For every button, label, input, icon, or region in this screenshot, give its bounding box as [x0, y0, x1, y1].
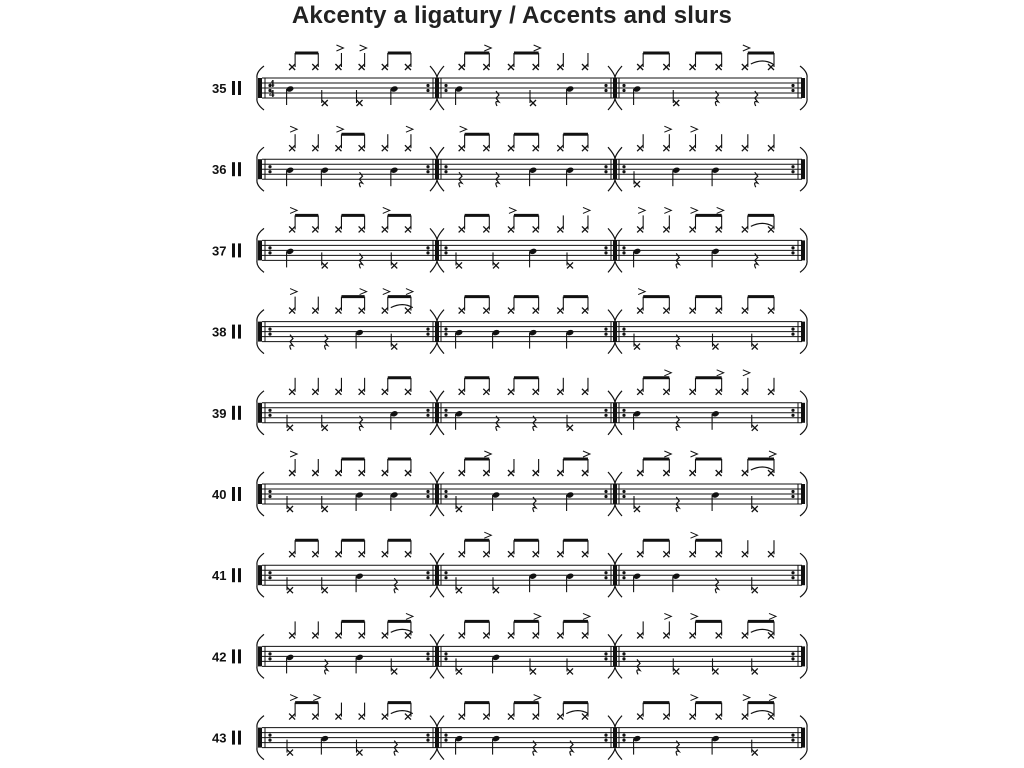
exercise-number: 36 — [212, 162, 227, 178]
percussion-clef-icon — [232, 243, 235, 257]
accent-mark — [360, 289, 367, 295]
exercise-line — [212, 45, 807, 110]
repeat-dot — [791, 495, 794, 498]
accent-mark — [383, 289, 390, 295]
accent-mark — [406, 289, 413, 295]
accent-mark — [290, 695, 297, 701]
repeat-dot — [604, 246, 607, 249]
repeat-dot — [426, 409, 429, 412]
accent-mark — [360, 45, 367, 51]
repeat-dot — [444, 333, 447, 336]
accent-mark — [769, 451, 776, 457]
repeat-bracket-icon — [430, 634, 444, 646]
repeat-dot — [268, 414, 271, 417]
percussion-clef-icon — [238, 649, 241, 663]
repeat-dot — [426, 657, 429, 660]
repeat-dot — [622, 409, 625, 412]
repeat-dot — [604, 165, 607, 168]
repeat-dot — [604, 414, 607, 417]
repeat-dot — [791, 84, 794, 87]
repeat-dot — [268, 490, 271, 493]
repeat-dot — [426, 89, 429, 92]
repeat-dot — [622, 571, 625, 574]
accent-mark — [484, 45, 491, 51]
slur-mark — [566, 711, 588, 714]
repeat-dot — [791, 165, 794, 168]
exercise-number: 38 — [212, 324, 227, 340]
percussion-clef-icon — [238, 162, 241, 176]
exercise-line — [212, 451, 807, 516]
accent-mark — [664, 613, 671, 619]
accent-mark — [769, 695, 776, 701]
repeat-dot — [622, 170, 625, 173]
repeat-bracket-icon — [608, 585, 622, 597]
repeat-bracket-icon — [430, 342, 444, 354]
repeat-dot — [622, 652, 625, 655]
exercise-line — [212, 695, 807, 760]
repeat-bracket-icon — [608, 391, 622, 403]
repeat-bracket-icon — [430, 98, 444, 110]
accent-mark — [769, 613, 776, 619]
repeat-dot — [268, 328, 271, 331]
repeat-dot — [426, 571, 429, 574]
repeat-bracket-icon — [608, 553, 622, 565]
exercise-line — [212, 207, 807, 272]
accent-mark — [290, 289, 297, 295]
slur-mark — [751, 61, 773, 64]
accent-mark — [534, 45, 541, 51]
slur-mark — [751, 467, 773, 470]
repeat-dot — [622, 734, 625, 737]
repeat-dot — [444, 657, 447, 660]
repeat-dot — [268, 246, 271, 249]
repeat-dot — [604, 652, 607, 655]
exercise-line — [212, 532, 807, 597]
accent-mark — [460, 126, 467, 132]
accent-mark — [290, 126, 297, 132]
repeat-bracket-icon — [430, 423, 444, 435]
repeat-dot — [622, 84, 625, 87]
accent-mark — [290, 207, 297, 213]
repeat-dot — [604, 251, 607, 254]
repeat-dot — [268, 170, 271, 173]
repeat-dot — [791, 409, 794, 412]
accent-mark — [583, 613, 590, 619]
percussion-clef-icon — [232, 406, 235, 420]
repeat-dot — [426, 246, 429, 249]
percussion-clef-icon — [238, 731, 241, 745]
repeat-bracket-icon — [608, 310, 622, 322]
repeat-dot — [268, 333, 271, 336]
repeat-bracket-icon — [608, 179, 622, 191]
percussion-clef-icon — [232, 487, 235, 501]
percussion-clef-icon — [238, 406, 241, 420]
repeat-dot — [444, 409, 447, 412]
exercise-number: 35 — [212, 81, 227, 96]
repeat-dot — [622, 89, 625, 92]
repeat-dot — [791, 89, 794, 92]
repeat-bracket-icon — [608, 634, 622, 646]
repeat-dot — [622, 490, 625, 493]
repeat-bracket-icon — [430, 310, 444, 322]
percussion-clef-icon — [238, 487, 241, 501]
percussion-clef-icon — [232, 325, 235, 339]
repeat-dot — [791, 328, 794, 331]
slur-mark — [391, 711, 413, 714]
accent-mark — [690, 451, 697, 457]
time-signature-top: 4 — [269, 78, 275, 90]
accent-mark — [484, 532, 491, 538]
repeat-bracket-icon — [430, 748, 444, 760]
accent-mark — [743, 695, 750, 701]
repeat-dot — [791, 170, 794, 173]
repeat-dot — [604, 576, 607, 579]
exercise-number: 37 — [212, 243, 227, 259]
percussion-clef-icon — [232, 731, 235, 745]
repeat-dot — [604, 84, 607, 87]
repeat-dot — [791, 576, 794, 579]
repeat-dot — [426, 328, 429, 331]
repeat-bracket-icon — [608, 147, 622, 159]
slur-mark — [391, 629, 413, 632]
slur-mark — [751, 223, 773, 226]
accent-mark — [290, 451, 297, 457]
accent-mark — [717, 207, 724, 213]
accent-mark — [534, 695, 541, 701]
accent-mark — [313, 695, 320, 701]
repeat-bracket-icon — [430, 391, 444, 403]
repeat-dot — [791, 652, 794, 655]
accent-mark — [484, 451, 491, 457]
repeat-dot — [268, 251, 271, 254]
repeat-dot — [426, 414, 429, 417]
exercise-number: 43 — [212, 730, 227, 746]
repeat-dot — [604, 333, 607, 336]
repeat-dot — [426, 84, 429, 87]
repeat-bracket-icon — [608, 666, 622, 678]
repeat-dot — [791, 414, 794, 417]
repeat-dot — [426, 495, 429, 498]
exercise-line — [212, 126, 807, 191]
percussion-clef-icon — [238, 325, 241, 339]
repeat-dot — [268, 576, 271, 579]
exercise-number: 40 — [212, 487, 227, 502]
accent-mark — [743, 370, 750, 376]
repeat-dot — [444, 495, 447, 498]
repeat-dot — [444, 170, 447, 173]
repeat-bracket-icon — [430, 553, 444, 565]
repeat-bracket-icon — [608, 504, 622, 516]
repeat-dot — [604, 409, 607, 412]
repeat-bracket-icon — [430, 66, 444, 78]
repeat-bracket-icon — [430, 585, 444, 597]
repeat-dot — [622, 333, 625, 336]
repeat-dot — [791, 333, 794, 336]
repeat-bracket-icon — [430, 504, 444, 516]
repeat-dot — [444, 739, 447, 742]
repeat-dot — [604, 657, 607, 660]
repeat-bracket-icon — [608, 472, 622, 484]
repeat-dot — [791, 734, 794, 737]
repeat-dot — [444, 652, 447, 655]
percussion-clef-icon — [232, 568, 235, 582]
accent-mark — [638, 207, 645, 213]
repeat-dot — [426, 490, 429, 493]
repeat-dot — [268, 495, 271, 498]
repeat-dot — [444, 414, 447, 417]
repeat-dot — [268, 657, 271, 660]
repeat-dot — [791, 251, 794, 254]
exercise-number: 42 — [212, 649, 227, 665]
repeat-dot — [444, 734, 447, 737]
accent-mark — [336, 45, 343, 51]
repeat-bracket-icon — [608, 748, 622, 760]
repeat-dot — [426, 165, 429, 168]
repeat-dot — [268, 409, 271, 412]
accent-mark — [690, 207, 697, 213]
accent-mark — [638, 289, 645, 295]
repeat-dot — [268, 165, 271, 168]
repeat-dot — [444, 165, 447, 168]
exercise-line — [212, 613, 807, 678]
repeat-dot — [604, 328, 607, 331]
repeat-dot — [426, 333, 429, 336]
repeat-dot — [444, 89, 447, 92]
repeat-bracket-icon — [430, 179, 444, 191]
repeat-dot — [791, 490, 794, 493]
exercise-line — [212, 370, 807, 435]
accent-mark — [383, 207, 390, 213]
percussion-clef-icon — [232, 649, 235, 663]
repeat-dot — [791, 246, 794, 249]
repeat-dot — [444, 251, 447, 254]
accent-mark — [717, 370, 724, 376]
repeat-bracket-icon — [608, 342, 622, 354]
accent-mark — [534, 613, 541, 619]
repeat-dot — [426, 734, 429, 737]
accent-mark — [664, 451, 671, 457]
accent-mark — [664, 207, 671, 213]
repeat-bracket-icon — [608, 66, 622, 78]
repeat-bracket-icon — [430, 147, 444, 159]
repeat-dot — [622, 739, 625, 742]
repeat-dot — [426, 739, 429, 742]
repeat-bracket-icon — [430, 260, 444, 272]
accent-mark — [664, 126, 671, 132]
repeat-dot — [622, 165, 625, 168]
repeat-dot — [791, 739, 794, 742]
repeat-dot — [604, 739, 607, 742]
repeat-dot — [622, 576, 625, 579]
accent-mark — [336, 126, 343, 132]
repeat-dot — [426, 576, 429, 579]
repeat-dot — [444, 571, 447, 574]
repeat-dot — [444, 246, 447, 249]
repeat-bracket-icon — [430, 666, 444, 678]
repeat-dot — [791, 657, 794, 660]
accent-mark — [583, 207, 590, 213]
repeat-dot — [426, 251, 429, 254]
repeat-bracket-icon — [430, 228, 444, 240]
slur-mark — [751, 629, 773, 632]
repeat-dot — [604, 495, 607, 498]
accent-mark — [690, 532, 697, 538]
repeat-dot — [791, 571, 794, 574]
repeat-dot — [268, 739, 271, 742]
page-title: Akcenty a ligatury / Accents and slurs — [291, 2, 733, 29]
repeat-bracket-icon — [608, 716, 622, 728]
repeat-dot — [622, 328, 625, 331]
repeat-dot — [268, 652, 271, 655]
percussion-clef-icon — [232, 81, 235, 95]
repeat-dot — [268, 571, 271, 574]
repeat-dot — [622, 414, 625, 417]
accent-mark — [690, 613, 697, 619]
percussion-clef-icon — [238, 81, 241, 95]
repeat-dot — [604, 571, 607, 574]
repeat-dot — [622, 657, 625, 660]
time-signature-bottom: 4 — [269, 88, 275, 100]
repeat-dot — [444, 328, 447, 331]
slur-mark — [751, 711, 773, 714]
accent-mark — [743, 45, 750, 51]
repeat-dot — [604, 89, 607, 92]
repeat-bracket-icon — [430, 472, 444, 484]
slur-mark — [391, 305, 413, 308]
accent-mark — [406, 126, 413, 132]
accent-mark — [664, 370, 671, 376]
repeat-dot — [444, 490, 447, 493]
accent-mark — [690, 695, 697, 701]
repeat-dot — [622, 246, 625, 249]
repeat-dot — [604, 490, 607, 493]
repeat-dot — [444, 576, 447, 579]
exercise-number: 39 — [212, 405, 227, 421]
percussion-clef-icon — [238, 568, 241, 582]
repeat-bracket-icon — [608, 423, 622, 435]
repeat-bracket-icon — [608, 260, 622, 272]
repeat-dot — [444, 84, 447, 87]
repeat-bracket-icon — [608, 98, 622, 110]
accent-mark — [690, 126, 697, 132]
exercise-line — [212, 289, 807, 354]
accent-mark — [509, 207, 516, 213]
repeat-bracket-icon — [608, 228, 622, 240]
repeat-dot — [426, 652, 429, 655]
repeat-dot — [604, 170, 607, 173]
accent-mark — [406, 613, 413, 619]
accent-mark — [583, 451, 590, 457]
repeat-dot — [622, 495, 625, 498]
repeat-dot — [268, 734, 271, 737]
repeat-dot — [622, 251, 625, 254]
repeat-dot — [426, 170, 429, 173]
exercise-number: 41 — [212, 568, 227, 584]
percussion-clef-icon — [238, 243, 241, 257]
repeat-bracket-icon — [430, 716, 444, 728]
repeat-dot — [604, 734, 607, 737]
percussion-clef-icon — [232, 162, 235, 176]
